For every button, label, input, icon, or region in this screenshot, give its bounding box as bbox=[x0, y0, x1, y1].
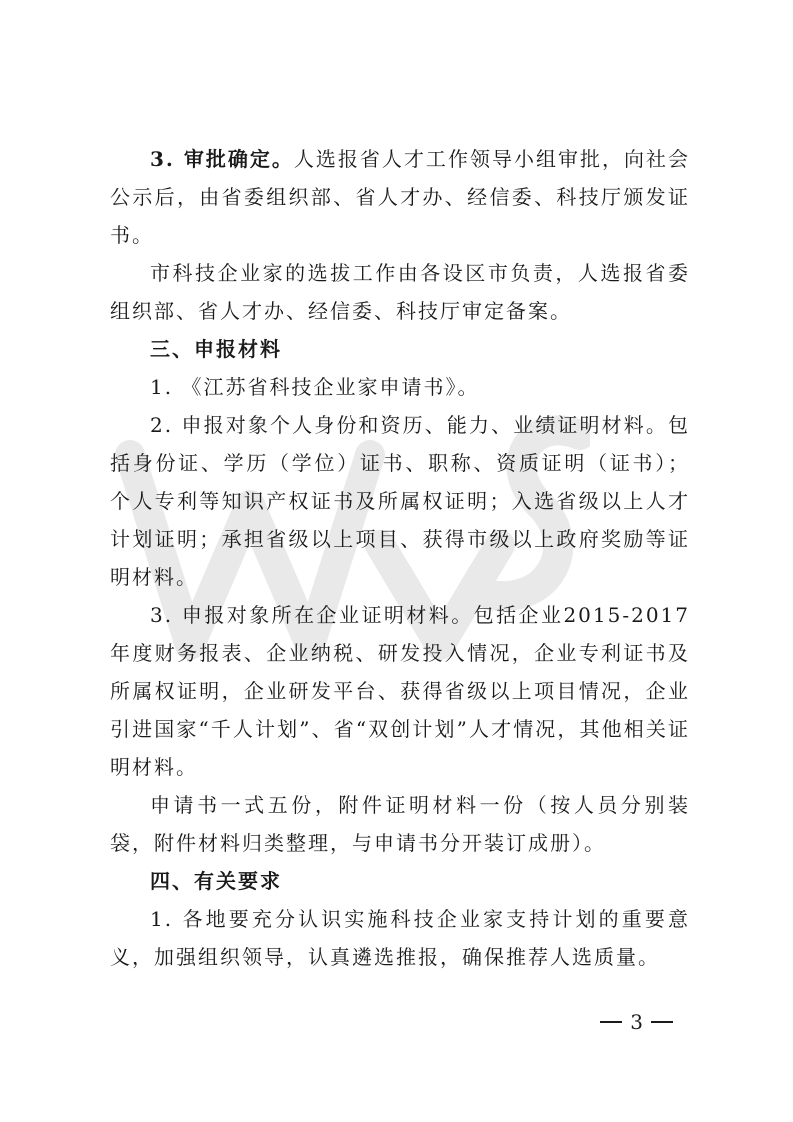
paragraph-company-materials: 3. 申报对象所在企业证明材料。包括企业2015-2017年度财务报表、企业纳税、研发投入情况，企业专利证书及所属权证明，企业研发平台、获得省级以上项目情况，企业引进国家“千人计划”、省“双创计划”人才情况，其他相关证明材料。 bbox=[110, 603, 690, 779]
paragraph-personal-materials: 2. 申报对象个人身份和资历、能力、业绩证明材料。包括身份证、学历（学位）证书、职称、资质证明（证书）；个人专利等知识产权证书及所属权证明；入选省级以上人才计划证明；承担省级以上项目、获得市级以上政府奖励等证明材料。 bbox=[110, 413, 690, 589]
paragraph-copies: 申请书一式五份，附件证明材料一份（按人员分别装袋，附件材料归类整理，与申请书分开装订成册）。 bbox=[110, 793, 690, 855]
footer-dash-right bbox=[651, 1021, 673, 1023]
page-number: 3 bbox=[630, 1010, 643, 1034]
paragraph-city-selection: 市科技企业家的选拔工作由各设区市负责，人选报省委组织部、省人才办、经信委、科技厅审定备案。 bbox=[110, 261, 690, 323]
body-text bbox=[110, 140, 690, 976]
paragraph-requirement-1: 1. 各地要充分认识实施科技企业家支持计划的重要意义，加强组织领导，认真遴选推报，确保推荐人选质量。 bbox=[110, 907, 690, 969]
paragraph-approval-lead: 3. 审批确定。 bbox=[150, 147, 294, 171]
heading-materials: 三、申报材料 bbox=[150, 337, 282, 361]
footer-dash-left bbox=[600, 1021, 622, 1023]
paragraph-approval bbox=[110, 140, 690, 254]
paragraph-application-form: 1. 《江苏省科技企业家申请书》。 bbox=[150, 375, 480, 399]
heading-requirements: 四、有关要求 bbox=[150, 869, 282, 893]
page-footer bbox=[600, 1010, 673, 1034]
paragraph-approval-text: 人选报省人才工作领导小组审批，向社会公示后，由省委组织部、省人才办、经信委、科技厅颁发证书。 bbox=[110, 147, 691, 247]
